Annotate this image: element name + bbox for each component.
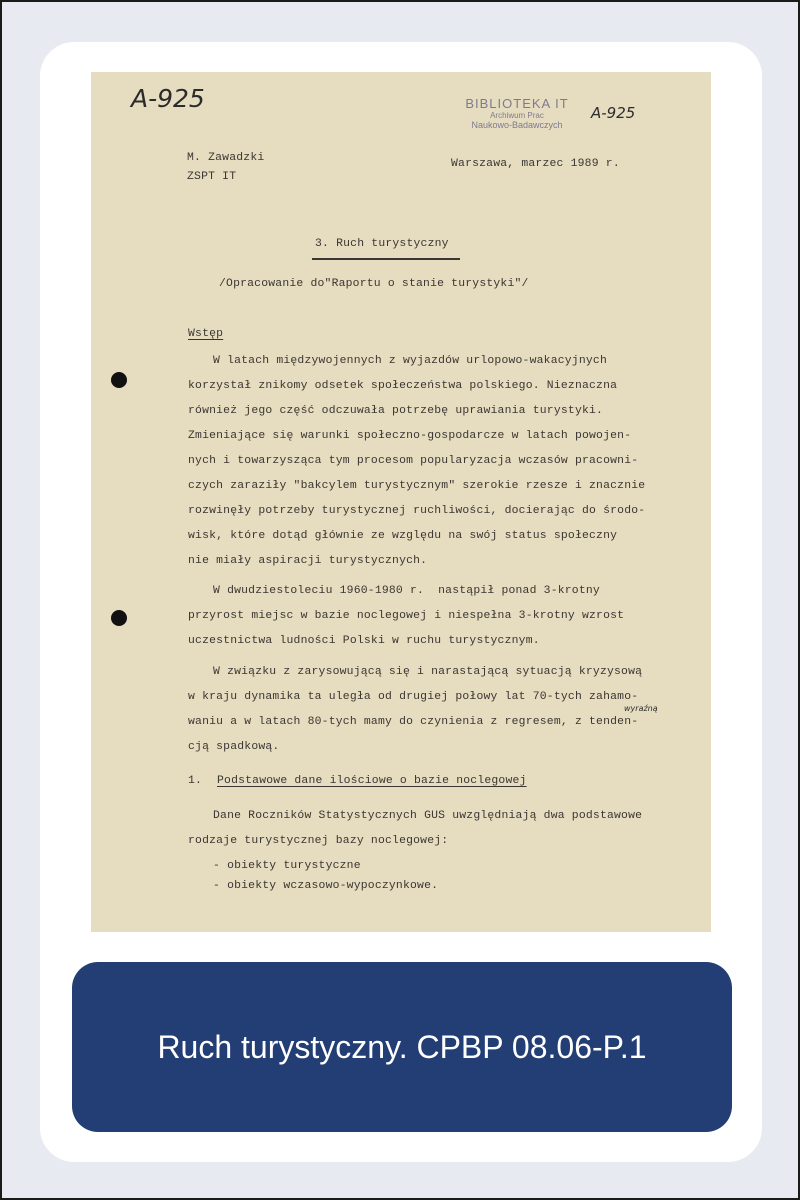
section-title: 3. Ruch turystyczny [315, 238, 449, 250]
text-line: rodzaje turystycznej bazy noclegowej: [188, 835, 449, 847]
caption-title: Ruch turystyczny. CPBP 08.06-P.1 [157, 1028, 647, 1065]
text-line: rozwinęły potrzeby turystycznej ruchliwości, docierając do środo- [188, 505, 646, 517]
text-line: również jego część odczuwała potrzebę uprawiania turystyki. [188, 405, 604, 417]
text-line: cją spadkową. [188, 741, 280, 753]
bullet-item: - obiekty wczasowo-wypoczynkowe. [213, 880, 439, 892]
punch-hole-top [111, 372, 127, 388]
text-line: W związku z zarysowującą się i narastającą sytuacją kryzysową [213, 666, 643, 678]
text-line: W dwudziestoleciu 1960-1980 r. nastąpił ponad 3-krotny [213, 585, 600, 597]
text-line: W latach międzywojennych z wyjazdów urlopowo-wakacyjnych [213, 355, 607, 367]
caption-banner[interactable] [72, 962, 732, 1132]
text-line: w kraju dynamika ta uległa od drugiej połowy lat 70-tych zahamo- [188, 691, 639, 703]
document-scan[interactable] [91, 72, 711, 932]
section1-title: Podstawowe dane ilościowe o bazie noclegowej [217, 775, 527, 787]
text-line: wisk, które dotąd głównie ze względu na swój status społeczny [188, 530, 618, 542]
text-line: uczestnictwa ludności Polski w ruchu turystycznym. [188, 635, 540, 647]
text-line: czych zaraziły "bakcylem turystycznym" szerokie rzesze i znacznie [188, 480, 646, 492]
document-subtitle: /Opracowanie do"Raportu o stanie turystyki"/ [219, 278, 529, 290]
intro-heading: Wstęp [188, 328, 224, 340]
text-line: Dane Roczników Statystycznych GUS uwzględniają dwa podstawowe [213, 810, 643, 822]
text-line: waniu a w latach 80-tych mamy do czynienia z regresem, z tenden- [188, 716, 639, 728]
text-line: korzystał znikomy odsetek społeczeństwa polskiego. Nieznaczna [188, 380, 618, 392]
text-line: Zmieniające się warunki społeczno-gospodarcze w latach powojen- [188, 430, 632, 442]
punch-hole-bottom [111, 610, 127, 626]
author-organization: ZSPT IT [187, 171, 237, 183]
text-line: przyrost miejsc w bazie noclegowej i niespełna 3-krotny wzrost [188, 610, 625, 622]
section-title-underline [312, 258, 460, 260]
item-card [40, 42, 762, 1162]
section1-number: 1. [188, 775, 203, 787]
place-date: Warszawa, marzec 1989 r. [451, 158, 620, 170]
bullet-item: - obiekty turystyczne [213, 860, 361, 872]
author-name: M. Zawadzki [187, 152, 265, 164]
handwritten-insert: wyraźną [624, 704, 658, 713]
text-line: nie miały aspiracji turystycznych. [188, 555, 428, 567]
handwritten-reference-right: A-925 [591, 104, 636, 122]
library-stamp: BIBLIOTEKA IT Archiwum Prac Naukowo-Badawczych [465, 96, 569, 130]
handwritten-reference-left: A-925 [131, 84, 205, 113]
text-line: nych i towarzysząca tym procesom popularyzacja wczasów pracowni- [188, 455, 639, 467]
